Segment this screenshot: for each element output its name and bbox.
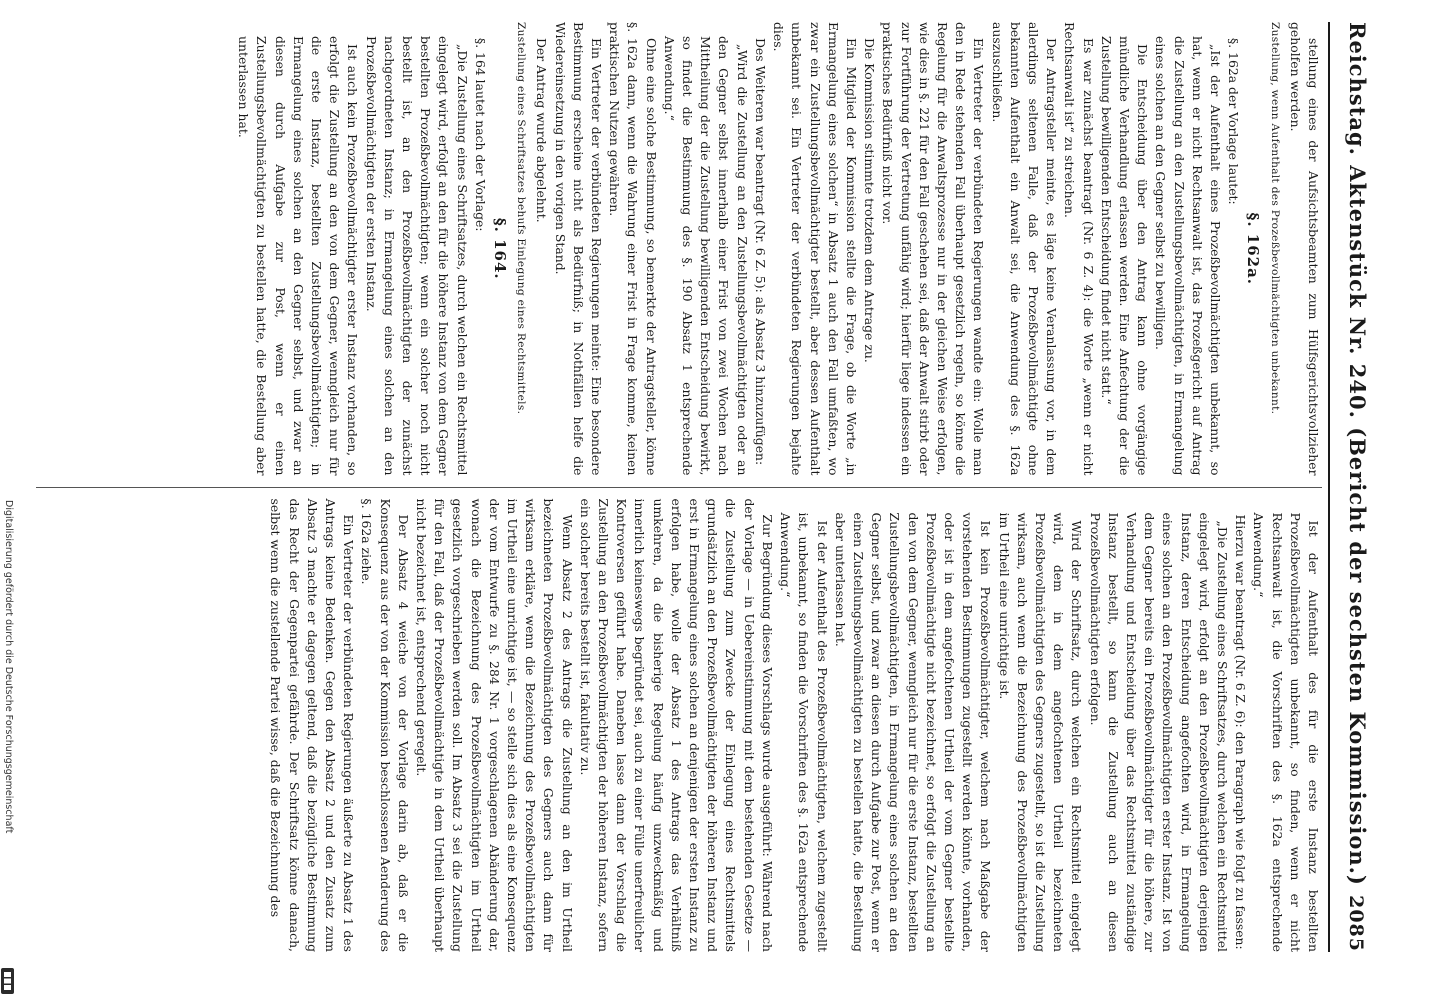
left-quoted-paragraph: Die Entscheidung über den Antrag kann ohne vorgängige mündliche Verhandlung erlassen werden. Eine Anfechtung der die Zustellung bewilligenden Entscheidung findet nicht statt.“ <box>1098 36 1151 476</box>
left-paragraph: Es war zunächst beantragt (Nr. 6 Z. 4): die Worte „wenn er nicht Rechtsanwalt ist“ zu streichen. <box>1062 22 1096 476</box>
left-paragraph: §. 162a der Vorlage lautet: <box>1226 38 1242 205</box>
dfg-logo-icon <box>1 968 14 994</box>
right-quoted-paragraph: „Die Zustellung eines Schriftsatzes, durch welchen ein Rechtsmittel eingelegt wird, erfolgt an den Prozeßbevollmächtigten derjenigen Instanz, deren Entscheidung angefochten wird, in Ermangelung eines solchen an den Prozeßbevollmächtigten erster Instanz. Ist von dem Gegner bereits ein Prozeßbevollmächtigter für die höhere, zur Verhandlung und Entscheidung über das Rechtsmittel zuständige Instanz bestellt, so kann die Zustellung auch an diesen Prozeßbevollmächtigten erfolgen. <box>1087 512 1230 952</box>
left-paragraph: Ein Mitglied der Kommission stellte die Frage, ob die Worte „in Ermangelung eines solchen“ in Absatz 1 auch den Fall umfaßten, wo zwar ein Zustellungsbevollmächtigter bestellt, aber dessen Aufenthalt unbekannt sei. Ein Vertreter der verbündeten Regierungen bejahte dies. <box>771 22 859 476</box>
left-quoted-paragraph: „Wird die Zustellung an den Zustellungsbevollmächtigten oder an den Gegner selbst innerhalb einer Frist von zwei Wochen nach Mittheilung der die Zustellung bewilligenden Entscheidung bewirkt, so findet die Bestimmung des §. 190 Absatz 1 entsprechende Anwendung.“ <box>661 36 750 476</box>
left-section-heading: §. 162a. <box>1244 212 1263 286</box>
left-paragraph: Ein Vertreter der verbündeten Regierungen wandte ein: Wolle man den in Rede stehenden Fall überhaupt gesetzlich regeln, so könne die Regelung für die Anwaltsprozesse nur in der gleichen Weise erfolgen, wie dies in §. 221 für den Fall geschehen sei, daß der Anwalt stirbt oder zur Fortführung der Vertretung unfähig wird; hierfür liege indessen ein praktisches Bedürfniß nicht vor. <box>880 22 987 476</box>
left-section-note: Zustellung, wenn Aufenthalt des Prozeßbevollmächtigten unbekannt. <box>1268 22 1281 415</box>
header-title-sub: (Bericht der sechsten Kommission.) <box>1345 427 1370 886</box>
right-column <box>36 488 1322 953</box>
left-quoted-paragraph: Ist auch kein Prozeßbevollmächtigter erster Instanz vorhanden, so erfolgt die Zustellung an den von dem Gegner, wenngleich nur für die erste Instanz, bestellten Zustellungsbevollmächtigten; in Ermangelung eines solchen an den Gegner selbst, und zwar an diesen durch Aufgabe zur Post, wenn er einen Zustellungsbevollmächtigten zu bestellen hatte, die Bestellung aber unterlassen hat. <box>236 36 361 476</box>
text-columns <box>36 22 1322 952</box>
right-paragraph: Ein Vertreter der verbündeten Regierungen äußerte zu Absatz 1 des Antrags keine Bedenken. Gegen den Absatz 2 und den Zusatz zum Absatz 3 machte er dagegen geltend, daß die bezügliche Bestimmung das Recht der Gegenpartei gefährde. Der Schriftsatz könne danach, selbst wenn die zustellende Partei wisse, daß die Bezeichnung des <box>268 498 357 952</box>
left-paragraph: stellung eines der Aufsichtsbeamten zum Hülfsgerichtsvollzieher geholfen werden. <box>1287 22 1321 476</box>
left-paragraph: Ohne eine solche Bestimmung, so bemerkte der Antragsteller, könne §. 162a dann, wenn die Wahrung einer Frist in Frage komme, keinen praktischen Nutzen gewähren. <box>607 22 659 476</box>
right-quoted-paragraph: Ist kein Prozeßbevollmächtigter, welchem nach Maßgabe der vorstehenden Bestimmungen zugestellt werden könnte, vorhanden, oder ist in dem angefochtenen Urtheil der vom Gegner bestellte Prozeßbevollmächtigte nicht bezeichnet, so erfolgt die Zustellung an den von dem Gegner, wenngleich nur für die erste Instanz, bestellten Zustellungsbevollmächtigten, in Ermangelung eines solchen an den Gegner selbst, und zwar an diesen durch Aufgabe zur Post, wenn er einen Zustellungsbevollmächtigten zu bestellen hatte, die Bestellung aber unterlassen hat. <box>832 512 994 952</box>
left-paragraph: §. 164 lautet nach der Vorlage: <box>472 38 488 232</box>
right-quoted-paragraph: Ist der Aufenthalt des Prozeßbevollmächtigten, welchem zugestellt ist, unbekannt, so finden die Vorschriften des §. 162a entsprechende Anwendung.“ <box>778 512 830 952</box>
digitization-note <box>1 500 17 995</box>
right-paragraph: Zur Begründung dieses Vorschlags wurde ausgeführt: Während nach der Vorlage — in Uebereinstimmung mit dem bestehenden Gesetze — die Zustellung zum Zwecke der Einlegung eines Rechtsmittels grundsätzlich an den Prozeßbevollmächtigten der höheren Instanz und erst in Ermangelung eines solchen an denjenigen der ersten Instanz zu erfolgen habe, wolle der Absatz 1 des Antrags das Verhältniß umkehren, da die bisherige Regelung häufig unzweckmäßig und innerlich keineswegs begründet sei, auch zu einer Fülle unerfreulicher Kontroversen geführt habe. Daneben lasse dann der Vorschlag die Zustellung an den Prozeßbevollmächtigten der höheren Instanz, sofern ein solcher bereits bestellt ist, fakultativ zu. <box>577 498 775 952</box>
left-paragraph: Die Kommission stimmte trotzdem dem Antrage zu. <box>862 38 878 363</box>
right-quoted-paragraph: Ist der Aufenthalt des für die erste Instanz bestellten Prozeßbevollmächtigten unbekannt, so finden, wenn er nicht Rechtsanwalt ist, die Vorschriften des §. 162a entsprechende Anwendung.“ <box>1251 512 1321 952</box>
right-paragraph: Hierzu war beantragt (Nr. 6 Z. 6): den Paragraph wie folgt zu fassen: <box>1233 514 1249 950</box>
right-quoted-paragraph: Wird der Schriftsatz, durch welchen ein Rechtsmittel eingelegt wird, dem in dem angefochtenen Urtheil bezeichneten Prozeßbevollmächtigten des Gegners zugestellt, so ist die Zustellung wirksam, auch wenn die Bezeichnung des Prozeßbevollmächtigten im Urtheil eine unrichtige ist. <box>996 512 1085 952</box>
document-page <box>32 8 1372 978</box>
left-paragraph: Des Weiteren war beantragt (Nr. 6 Z. 5): als Absatz 3 hinzuzufügen: <box>752 38 768 466</box>
left-quoted-paragraph: „Die Zustellung eines Schriftsatzes, durch welchen ein Rechtsmittel eingelegt wird, erfolgt an den für die höhere Instanz von dem Gegner bestellten Prozeßbevollmächtigten; wenn ein solcher noch nicht bestellt ist, an den Prozeßbevollmächtigten der zunächst nachgeordneten Instanz; in Ermangelung eines solchen an den Prozeßbevollmächtigten der ersten Instanz. <box>363 36 470 476</box>
header-title <box>1345 156 1370 895</box>
left-section-note: Zustellung eines Schriftsatzes behufs Einlegung eines Rechtsmittels. <box>515 22 528 415</box>
digitization-note-text: Digitalisierung gefördert durch die Deutsche Forschungsgemeinschaft <box>3 500 14 834</box>
left-paragraph: Der Antragsteller meinte, es läge keine Veranlassung vor, in dem allerdings seltenen Falle, daß der Prozeßbevollmächtigte ohne bekannten Aufenthalt ein Anwalt sei, die Anwendung des §. 162a auszuschließen. <box>989 22 1060 476</box>
left-section-heading: §. 164. <box>491 217 510 280</box>
left-column <box>36 22 1322 487</box>
left-quoted-paragraph: „Ist der Aufenthalt eines Prozeßbevollmächtigten unbekannt, so hat, wenn er nicht Rechtsanwalt ist, das Prozeßgericht auf Antrag die Zustellung an den Zustellungsbevollmächtigten, in Ermangelung eines solchen an den Gegner selbst zu bewilligen. <box>1153 36 1223 476</box>
header-title-main: Aktenstück Nr. 240. <box>1345 165 1370 419</box>
right-paragraph: Wenn Absatz 2 des Antrags die Zustellung an den im Urtheil bezeichneten Prozeßbevollmächtigten des Gegners auch dann für wirksam erkläre, wenn die Bezeichnung des Prozeßbevollmächtigten im Urtheil eine unrichtige ist, — so stelle sich dies als eine Konsequenz der vom Entwurfe zu §. 284 Nr. 1 vorgeschlagenen Abänderung dar, wonach die Bezeichnung des Prozeßbevollmächtigten im Urtheil gesetzlich vorgeschrieben werden soll. Im Absatz 3 sei die Zustellung für den Fall, daß der Prozeßbevollmächtigte in dem Urtheil überhaupt nicht bezeichnet ist, entsprechend geregelt. <box>414 498 575 952</box>
header-left: Reichstag. <box>1345 22 1370 156</box>
page-header <box>1328 22 1370 952</box>
left-paragraph: Ein Vertreter der verbündeten Regierungen meinte: Eine besondere Bestimmung erscheine nicht als Bedürfniß; in Nothfällen helfe die Wiedereinsetzung in den vorigen Stand. <box>552 22 605 476</box>
dfg-logo-shape <box>3 971 12 991</box>
right-paragraph: Der Absatz 4 weiche von der Vorlage darin ab, daß er die Konsequenz aus der von der Kommission beschlossenen Aenderung des §. 162a ziehe. <box>359 498 411 952</box>
left-paragraph: Der Antrag wurde abgelehnt. <box>534 38 550 223</box>
page-number: 2085 <box>1345 895 1367 952</box>
